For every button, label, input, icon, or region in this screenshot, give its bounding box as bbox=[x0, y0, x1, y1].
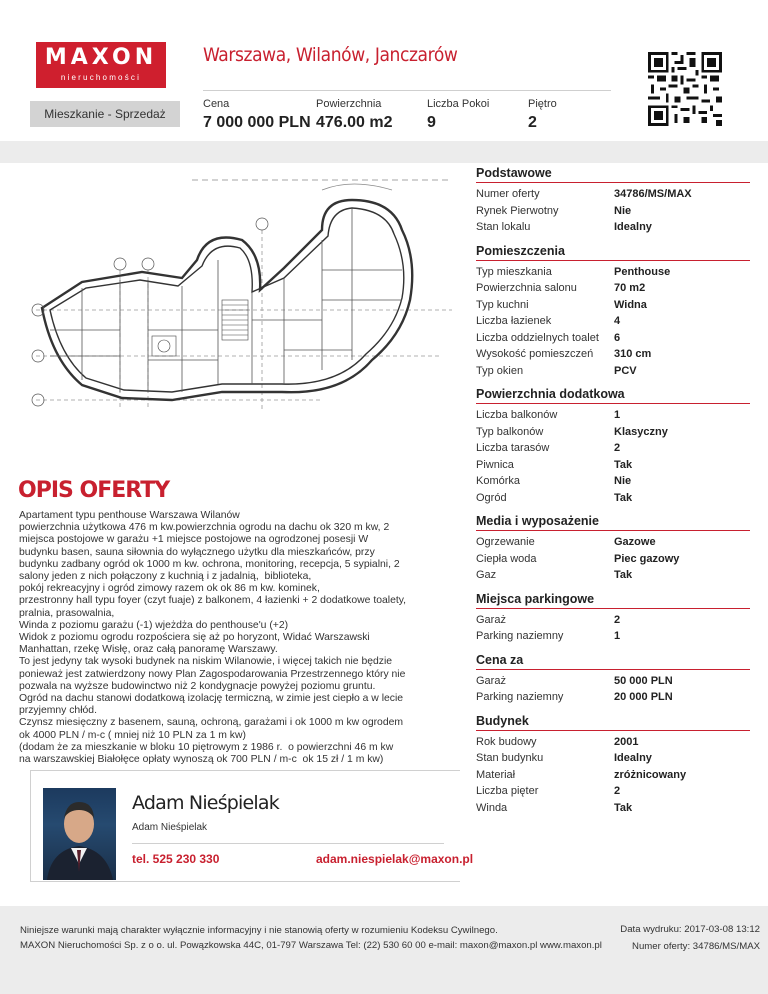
section-title: Podstawowe bbox=[476, 166, 750, 183]
detail-key: Parking naziemny bbox=[476, 691, 564, 703]
detail-key: Gaz bbox=[476, 569, 497, 581]
detail-value: 2 bbox=[614, 613, 621, 626]
stat-label: Powierzchnia bbox=[316, 98, 382, 110]
detail-row bbox=[476, 534, 750, 551]
detail-key: Komórka bbox=[476, 475, 521, 487]
detail-row bbox=[476, 628, 750, 645]
detail-key: Ogród bbox=[476, 491, 507, 504]
header-divider bbox=[203, 90, 611, 91]
detail-value: Klasyczny bbox=[614, 425, 668, 438]
detail-key: Powierzchnia salonu bbox=[476, 282, 577, 294]
detail-key: Ogrzewanie bbox=[476, 536, 535, 548]
detail-key: Piwnica bbox=[476, 458, 514, 471]
section-parking bbox=[476, 592, 750, 645]
detail-key: Typ balkonów bbox=[476, 425, 544, 438]
detail-row bbox=[476, 264, 750, 281]
detail-row bbox=[476, 490, 750, 507]
detail-value: Idealny bbox=[614, 221, 652, 233]
detail-row bbox=[476, 219, 750, 236]
detail-key: Liczba pięter bbox=[476, 785, 539, 797]
stat-value: 9 bbox=[427, 114, 436, 131]
detail-row bbox=[476, 346, 750, 363]
section-utilities bbox=[476, 514, 750, 584]
detail-value: 1 bbox=[614, 630, 621, 642]
detail-key: Liczba tarasów bbox=[476, 442, 550, 454]
detail-row bbox=[476, 767, 750, 784]
detail-value: Tak bbox=[614, 491, 633, 504]
agent-name: Adam Nieśpielak bbox=[132, 792, 279, 814]
section-extra-area bbox=[476, 387, 750, 506]
detail-row bbox=[476, 186, 750, 203]
detail-key: Typ kuchni bbox=[476, 298, 529, 311]
detail-row bbox=[476, 407, 750, 424]
description-title: OPIS OFERTY bbox=[18, 478, 170, 503]
section-basic bbox=[476, 166, 750, 236]
floor-plan-image bbox=[22, 160, 460, 420]
detail-key: Garaż bbox=[476, 613, 506, 626]
detail-key: Rok budowy bbox=[476, 735, 537, 748]
agent-photo bbox=[43, 788, 116, 880]
detail-row bbox=[476, 734, 750, 751]
description-text: Apartament typu penthouse Warszawa Wilanów powierzchnia użytkowa 476 m kw.powierzchnia ogrodu na dachu ok 320 m kw, 2 miejsca postojowe w garażu +1 miejsce postojowe na ogrodzonej posesji W budynku basen, sauna siłownia do wyłącznego użytku dla mieszkańców, przy budynku zadbany ogród ok 1000 m kw. ochrona, monitoring, recepcja, 5 sypialni, 2 salony jeden z nich połączony z kuchnią i z jadalnią, biblioteka, pokój rekreacyjny i ogród zimowy razem ok ok 86 m kw. kominek, przestronny hall typu foyer (czyt fuaje) z balkonem, 4 łazienki + 2 dodatkowe toalety, pralnia, prasowalnia, Winda z poziomu garażu (-1) wjeżdża do penthouse'u (+2) Widok z poziomu ogrodu rozpościera się aż po horyzont, Widać Warszawski Manhattan, rzekę Wisłę, oraz całą panoramę Warszawy. To jest jedyny tak wysoki budynek na niskim Wilanowie, i więcej takich nie będzie ponieważ jest zatwierdzony nowy Plan Zagospodarowania Przestrzennego który nie pozwala na wyższe budowinctwo niż 2 kondygnacje powyżej poziomu gruntu. Ogród na dachu stanowi dodatkową izolację termiczną, w zimie jest ciepło a w lecie przyjemny chłód. Czynsz miesięczny z basenem, sauną, ochroną, garażami i ok 1000 m kw ogrodem ok 4000 PLN / m-c ( mniej niż 10 PLN za 1 m kw) (dodam że za mieszkanie w bloku 10 piętrowym z 1986 r. o powierzchni 46 m kw na warszawskiej Białołęce opłaty wynoszą ok 700 PLN / m-c ok 15 zł / 1 m kw) bbox=[19, 510, 407, 766]
detail-row bbox=[476, 800, 750, 817]
footer-offer-number: Numer oferty: 34786/MS/MAX bbox=[632, 941, 760, 952]
detail-row bbox=[476, 783, 750, 800]
detail-value: 2 bbox=[614, 442, 621, 454]
detail-row bbox=[476, 280, 750, 297]
detail-row bbox=[476, 424, 750, 441]
detail-key: Parking naziemny bbox=[476, 630, 564, 642]
detail-value: zróżnicowany bbox=[614, 768, 687, 781]
detail-key: Liczba oddzielnych toalet bbox=[476, 331, 599, 344]
stat-value: 2 bbox=[528, 114, 537, 131]
detail-value: 310 cm bbox=[614, 348, 652, 360]
detail-value: Piec gazowy bbox=[614, 552, 680, 565]
detail-value: Tak bbox=[614, 458, 633, 471]
detail-key: Garaż bbox=[476, 674, 506, 687]
stat-rooms bbox=[427, 98, 489, 132]
logo-subtitle: nieruchomości bbox=[60, 73, 142, 82]
stat-value: 7 000 000 PLN bbox=[203, 114, 311, 131]
property-type-badge: Mieszkanie - Sprzedaż bbox=[30, 101, 180, 127]
detail-key: Ciepła woda bbox=[476, 552, 537, 565]
section-title: Media i wyposażenie bbox=[476, 514, 750, 531]
stat-price bbox=[203, 98, 311, 132]
detail-row bbox=[476, 203, 750, 220]
detail-key: Typ mieszkania bbox=[476, 265, 552, 278]
detail-row bbox=[476, 612, 750, 629]
detail-row bbox=[476, 330, 750, 347]
stat-label: Cena bbox=[203, 98, 230, 110]
section-building bbox=[476, 714, 750, 817]
detail-key: Liczba balkonów bbox=[476, 409, 558, 421]
detail-row bbox=[476, 689, 750, 706]
detail-row bbox=[476, 750, 750, 767]
detail-row bbox=[476, 363, 750, 380]
stat-label: Piętro bbox=[528, 98, 557, 110]
detail-row bbox=[476, 457, 750, 474]
agent-subname: Adam Nieśpielak bbox=[132, 822, 208, 833]
section-title: Powierzchnia dodatkowa bbox=[476, 387, 750, 404]
detail-key: Materiał bbox=[476, 768, 516, 781]
section-title: Miejsca parkingowe bbox=[476, 592, 750, 609]
section-title: Pomieszczenia bbox=[476, 244, 750, 261]
detail-value: Widna bbox=[614, 298, 647, 311]
detail-value: 34786/MS/MAX bbox=[614, 188, 692, 200]
detail-value: 6 bbox=[614, 331, 621, 344]
agent-email-link[interactable]: adam.niespielak@maxon.pl bbox=[316, 852, 474, 866]
detail-value: 4 bbox=[614, 315, 621, 327]
detail-row bbox=[476, 440, 750, 457]
footer-disclaimer: Niniejsze warunki mają charakter wyłącznie informacyjny i nie stanowią oferty w rozumieniu Kodeksu Cywilnego. bbox=[20, 925, 498, 936]
maxon-logo bbox=[36, 42, 166, 88]
detail-key: Stan lokalu bbox=[476, 221, 531, 233]
detail-row bbox=[476, 473, 750, 490]
detail-value: Penthouse bbox=[614, 265, 671, 278]
agent-phone-link[interactable]: tel. 525 230 330 bbox=[132, 852, 220, 866]
section-price-for bbox=[476, 653, 750, 706]
detail-value: Nie bbox=[614, 204, 632, 217]
detail-value: 20 000 PLN bbox=[614, 691, 673, 703]
stat-value: 476.00 m2 bbox=[316, 114, 393, 131]
detail-value: 50 000 PLN bbox=[614, 674, 673, 687]
stat-floor bbox=[528, 98, 557, 132]
detail-row bbox=[476, 673, 750, 690]
footer-legal bbox=[20, 923, 602, 953]
details-panel bbox=[476, 166, 750, 824]
detail-value: Nie bbox=[614, 475, 632, 487]
section-title: Cena za bbox=[476, 653, 750, 670]
detail-value: 2001 bbox=[614, 735, 639, 748]
detail-value: 1 bbox=[614, 409, 621, 421]
detail-value: PCV bbox=[614, 364, 637, 377]
logo-brand: MAXON bbox=[44, 45, 158, 70]
page-title: Warszawa, Wilanów, Janczarów bbox=[203, 44, 458, 66]
detail-row bbox=[476, 313, 750, 330]
detail-row bbox=[476, 551, 750, 568]
section-rooms bbox=[476, 244, 750, 380]
detail-value: 2 bbox=[614, 785, 621, 797]
detail-value: 70 m2 bbox=[614, 282, 646, 294]
detail-key: Numer oferty bbox=[476, 188, 540, 200]
detail-key: Rynek Pierwotny bbox=[476, 204, 559, 217]
detail-key: Stan budynku bbox=[476, 752, 544, 764]
detail-value: Gazowe bbox=[614, 536, 656, 548]
agent-divider bbox=[132, 843, 444, 844]
section-title: Budynek bbox=[476, 714, 750, 731]
footer-meta bbox=[620, 921, 760, 955]
stat-label: Liczba Pokoi bbox=[427, 98, 490, 110]
detail-value: Tak bbox=[614, 801, 633, 814]
qr-code-icon bbox=[648, 52, 722, 126]
footer-company: MAXON Nieruchomości Sp. z o o. ul. Powązkowska 44C, 01-797 Warszawa Tel: (22) 530 60 00 e-mail: maxon@maxon.pl www.maxon.pl bbox=[20, 940, 602, 951]
detail-value: Idealny bbox=[614, 752, 652, 764]
detail-row bbox=[476, 297, 750, 314]
detail-key: Wysokość pomieszczeń bbox=[476, 348, 594, 360]
detail-row bbox=[476, 567, 750, 584]
detail-key: Winda bbox=[476, 801, 508, 814]
print-date: Data wydruku: 2017-03-08 13:12 bbox=[620, 924, 760, 935]
detail-key: Liczba łazienek bbox=[476, 315, 552, 327]
detail-key: Typ okien bbox=[476, 364, 524, 377]
detail-value: Tak bbox=[614, 569, 633, 581]
stat-area bbox=[316, 98, 393, 132]
